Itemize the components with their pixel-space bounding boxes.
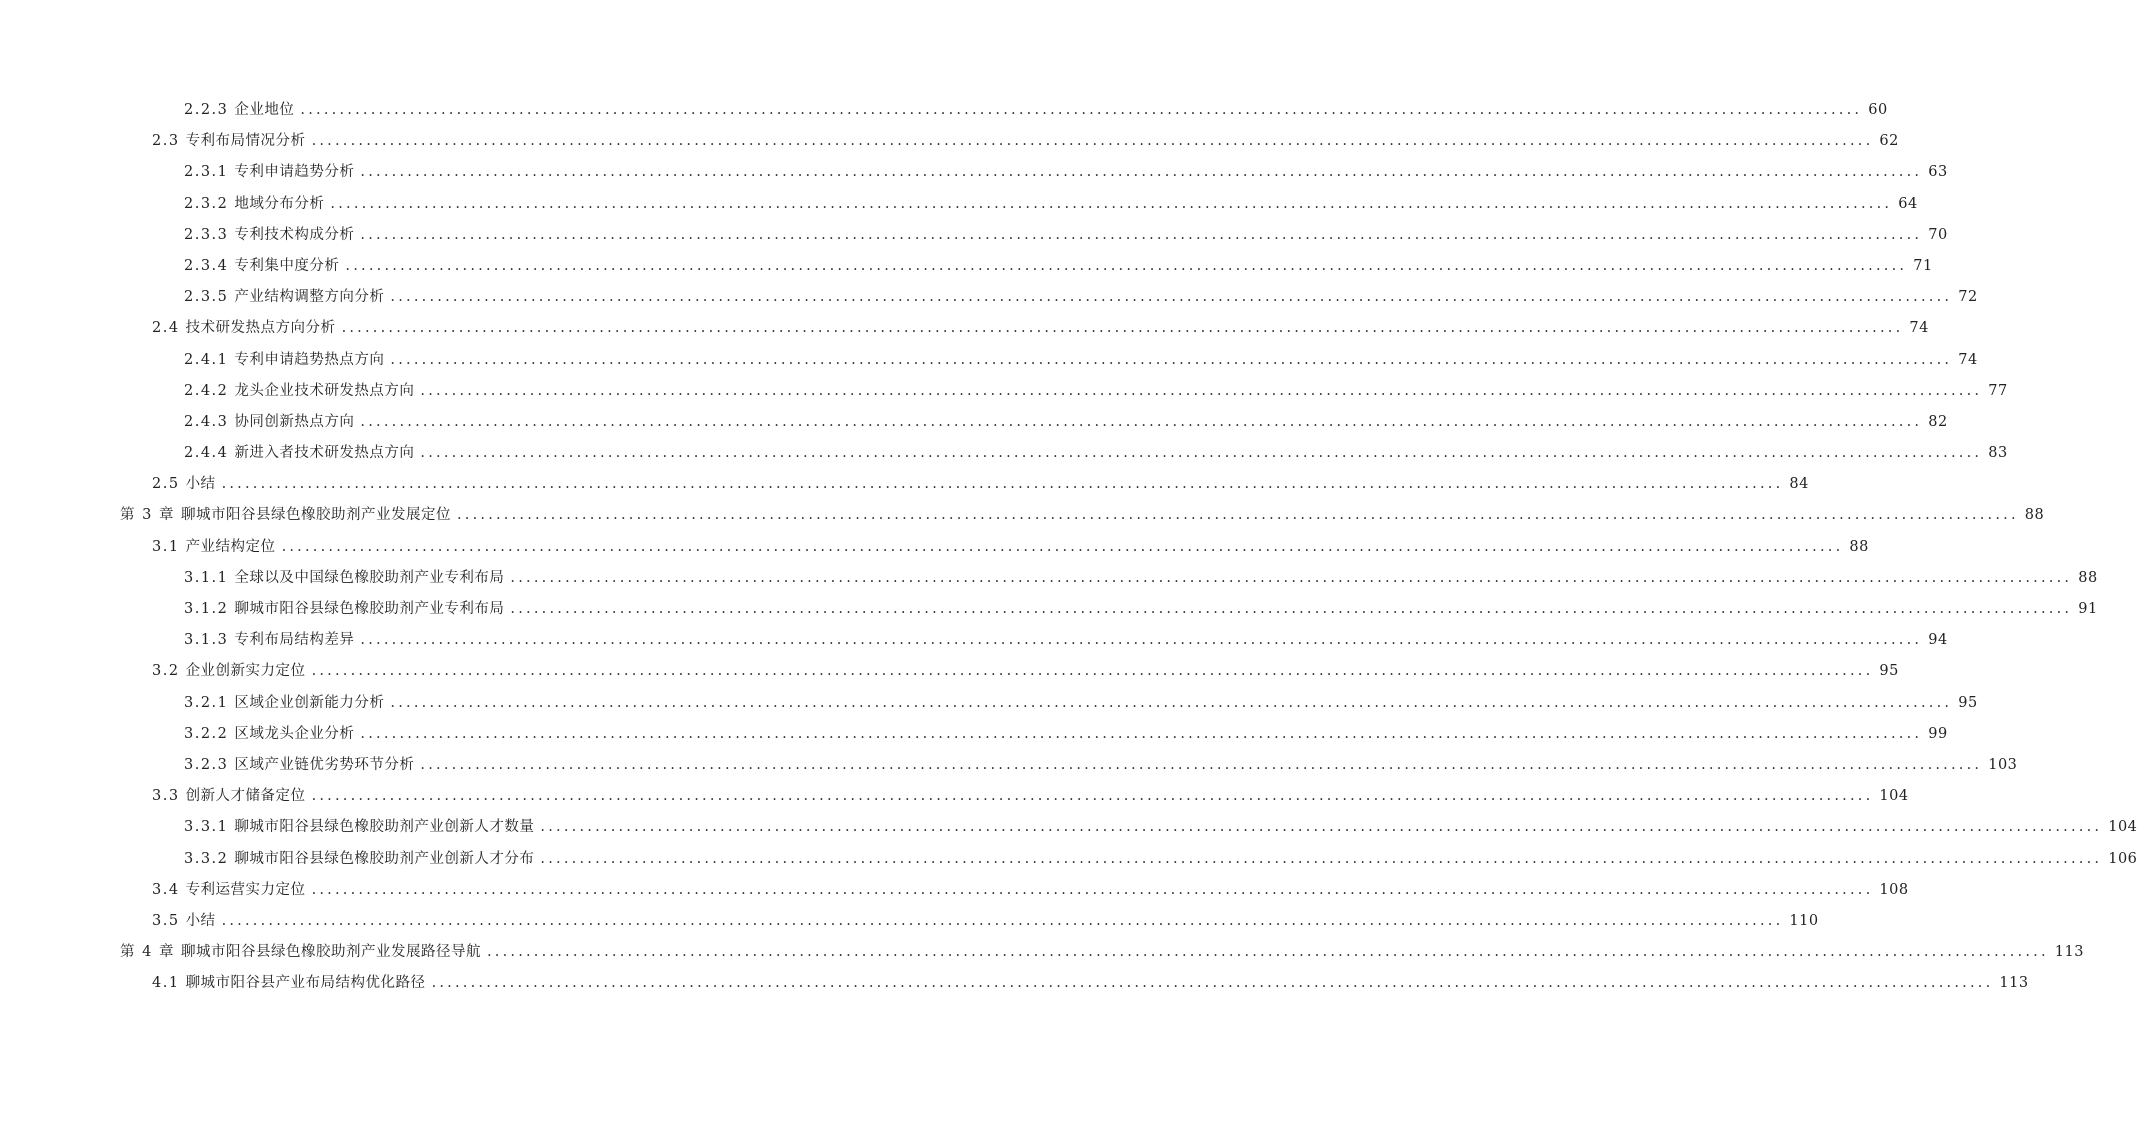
dot-leader: ........................................................................................................................................................................................................ xyxy=(300,102,1863,118)
toc-entry-number: 3.3 xyxy=(152,788,180,805)
toc-entry-number: 3.2.3 xyxy=(184,756,229,773)
toc-entry-title: 聊城市阳谷县绿色橡胶助剂产业发展路径导航 xyxy=(180,944,481,961)
toc-entry[interactable] xyxy=(0,844,2137,875)
toc-entry-title: 产业结构定位 xyxy=(185,538,276,555)
toc-entry-number: 2.3.5 xyxy=(184,289,229,306)
toc-entry-number: 3.2 xyxy=(152,663,180,680)
toc-entry-title: 协同创新热点方向 xyxy=(234,413,355,430)
toc-entry-title: 龙头企业技术研发热点方向 xyxy=(234,382,415,399)
toc-entry-page-number: 94 xyxy=(1928,632,1948,649)
dot-leader: ........................................................................................................................................................................................................ xyxy=(456,507,2019,524)
toc-entry[interactable] xyxy=(0,532,1869,563)
table-of-contents xyxy=(0,95,2137,999)
toc-entry-page-number: 99 xyxy=(1928,725,1948,742)
toc-entry-page-number: 72 xyxy=(1958,289,1978,306)
dot-leader: ........................................................................................................................................................................................................ xyxy=(360,413,1923,430)
toc-entry[interactable] xyxy=(0,376,2008,407)
toc-entry-number: 第 4 章 xyxy=(120,944,175,961)
dot-leader: ........................................................................................................................................................................................................ xyxy=(360,226,1923,243)
toc-entry-page-number: 74 xyxy=(1958,351,1978,368)
dot-leader: ........................................................................................................................................................................................................ xyxy=(330,195,1893,212)
toc-entry-title: 专利布局情况分析 xyxy=(185,133,306,150)
toc-entry-page-number: 64 xyxy=(1898,195,1918,212)
toc-entry-title: 区域龙头企业分析 xyxy=(234,725,355,742)
toc-entry[interactable] xyxy=(0,126,1899,157)
toc-entry-page-number: 104 xyxy=(2108,819,2137,836)
toc-entry[interactable] xyxy=(0,220,1948,251)
toc-entry[interactable] xyxy=(0,251,1933,282)
toc-entry[interactable] xyxy=(0,719,1948,750)
dot-leader: ........................................................................................................................................................................................................ xyxy=(420,445,1983,462)
toc-entry[interactable] xyxy=(0,563,2098,594)
toc-entry-page-number: 71 xyxy=(1913,257,1933,274)
toc-entry-page-number: 103 xyxy=(1988,756,2018,773)
toc-entry-title: 聊城市阳谷县绿色橡胶助剂产业创新人才数量 xyxy=(234,819,535,836)
dot-leader: ........................................................................................................................................................................................................ xyxy=(221,476,1784,493)
toc-entry-title: 小结 xyxy=(185,476,216,493)
dot-leader: ........................................................................................................................................................................................................ xyxy=(311,133,1874,150)
toc-entry-page-number: 88 xyxy=(2024,507,2045,524)
toc-entry-page-number: 91 xyxy=(2078,601,2098,617)
toc-entry[interactable] xyxy=(0,594,2098,625)
toc-entry[interactable] xyxy=(0,95,1888,126)
toc-entry-title: 创新人才储备定位 xyxy=(185,788,306,805)
toc-entry[interactable] xyxy=(0,407,1948,438)
toc-entry-number: 2.4.3 xyxy=(184,413,229,430)
toc-entry[interactable] xyxy=(0,189,1918,220)
toc-entry-number: 2.2.3 xyxy=(184,102,229,118)
dot-leader: ........................................................................................................................................................................................................ xyxy=(281,538,1844,555)
toc-entry-page-number: 60 xyxy=(1868,102,1888,118)
toc-entry[interactable] xyxy=(0,469,1809,500)
toc-entry-title: 小结 xyxy=(185,912,216,929)
toc-entry-number: 3.2.2 xyxy=(184,725,229,742)
toc-entry-page-number: 70 xyxy=(1928,226,1948,243)
toc-entry-number: 2.5 xyxy=(152,476,180,493)
dot-leader: ........................................................................................................................................................................................................ xyxy=(341,320,1904,337)
toc-entry[interactable] xyxy=(0,906,1819,937)
toc-entry[interactable] xyxy=(0,968,2029,999)
toc-entry-page-number: 95 xyxy=(1879,663,1899,680)
toc-entry-page-number: 113 xyxy=(1999,975,2029,992)
toc-entry-title: 专利申请趋势分析 xyxy=(234,164,355,181)
toc-entry-number: 2.4.1 xyxy=(184,351,229,368)
toc-entry-number: 2.4.2 xyxy=(184,382,229,399)
toc-entry[interactable] xyxy=(0,345,1978,376)
toc-entry-title: 技术研发热点方向分析 xyxy=(185,320,336,337)
toc-entry-page-number: 88 xyxy=(1849,538,1869,555)
toc-entry-title: 产业结构调整方向分析 xyxy=(234,289,385,306)
toc-entry-number: 3.5 xyxy=(152,912,180,929)
toc-entry[interactable] xyxy=(0,438,2008,469)
dot-leader: ........................................................................................................................................................................................................ xyxy=(510,569,2073,586)
toc-entry-title: 聊城市阳谷县绿色橡胶助剂产业创新人才分布 xyxy=(234,850,535,867)
toc-entry-title: 新进入者技术研发热点方向 xyxy=(234,445,415,462)
toc-entry-number: 3.3.2 xyxy=(184,850,229,867)
toc-entry-page-number: 83 xyxy=(1988,445,2008,462)
toc-entry-number: 3.1.1 xyxy=(184,569,229,586)
toc-entry-title: 地域分布分析 xyxy=(234,195,325,212)
toc-entry[interactable] xyxy=(0,812,2137,843)
toc-entry-title: 专利申请趋势热点方向 xyxy=(234,351,385,368)
toc-entry-page-number: 84 xyxy=(1789,476,1809,493)
toc-entry-title: 专利技术构成分析 xyxy=(234,226,355,243)
toc-entry-title: 聊城市阳谷县绿色橡胶助剂产业发展定位 xyxy=(180,507,451,524)
toc-entry[interactable] xyxy=(0,313,1929,344)
toc-entry-page-number: 95 xyxy=(1958,694,1978,711)
toc-entry-number: 3.4 xyxy=(152,881,180,898)
dot-leader: ........................................................................................................................................................................................................ xyxy=(390,289,1953,306)
toc-entry-title: 专利集中度分析 xyxy=(234,257,340,274)
toc-entry-title: 企业地位 xyxy=(234,102,295,118)
toc-entry-number: 3.2.1 xyxy=(184,694,229,711)
toc-entry-page-number: 113 xyxy=(2054,944,2084,961)
dot-leader: ........................................................................................................................................................................................................ xyxy=(221,912,1784,929)
toc-entry[interactable] xyxy=(0,656,1899,687)
dot-leader: ........................................................................................................................................................................................................ xyxy=(420,382,1983,399)
toc-entry[interactable] xyxy=(0,781,1909,812)
toc-entry-number: 2.3.4 xyxy=(184,257,229,274)
toc-entry-number: 2.4.4 xyxy=(184,445,229,462)
toc-entry[interactable] xyxy=(0,625,1948,656)
toc-entry-number: 4.1 xyxy=(152,975,180,992)
dot-leader: ........................................................................................................................................................................................................ xyxy=(360,164,1923,181)
dot-leader: ........................................................................................................................................................................................................ xyxy=(510,601,2073,617)
toc-entry-page-number: 74 xyxy=(1909,320,1929,337)
dot-leader: ........................................................................................................................................................................................................ xyxy=(311,663,1874,680)
toc-entry[interactable] xyxy=(0,688,1978,719)
toc-entry[interactable] xyxy=(0,157,1948,188)
toc-entry-number: 2.4 xyxy=(152,320,180,337)
toc-entry-number: 3.1.2 xyxy=(184,601,229,617)
toc-entry-number: 3.1.3 xyxy=(184,632,229,649)
dot-leader: ........................................................................................................................................................................................................ xyxy=(360,632,1923,649)
toc-entry-page-number: 82 xyxy=(1928,413,1948,430)
toc-entry-title: 专利布局结构差异 xyxy=(234,632,355,649)
toc-entry-number: 2.3.3 xyxy=(184,226,229,243)
toc-entry[interactable] xyxy=(0,875,1909,906)
toc-entry-title: 专利运营实力定位 xyxy=(185,881,306,898)
toc-entry[interactable] xyxy=(0,937,2084,968)
toc-entry-title: 聊城市阳谷县产业布局结构优化路径 xyxy=(185,975,426,992)
toc-entry-title: 企业创新实力定位 xyxy=(185,663,306,680)
toc-entry[interactable] xyxy=(0,500,2045,531)
dot-leader: ........................................................................................................................................................................................................ xyxy=(390,351,1953,368)
toc-entry-number: 3.3.1 xyxy=(184,819,229,836)
toc-entry-number: 2.3 xyxy=(152,133,180,150)
dot-leader: ........................................................................................................................................................................................................ xyxy=(345,257,1908,274)
toc-entry-page-number: 63 xyxy=(1928,164,1948,181)
toc-entry-page-number: 108 xyxy=(1879,881,1909,898)
dot-leader: ........................................................................................................................................................................................................ xyxy=(360,725,1923,742)
toc-entry[interactable] xyxy=(0,750,2018,781)
dot-leader: ........................................................................................................................................................................................................ xyxy=(431,975,1994,992)
dot-leader: ........................................................................................................................................................................................................ xyxy=(311,881,1874,898)
toc-entry-number: 2.3.1 xyxy=(184,164,229,181)
toc-entry-page-number: 110 xyxy=(1789,912,1819,929)
toc-entry-title: 区域企业创新能力分析 xyxy=(234,694,385,711)
toc-entry[interactable] xyxy=(0,282,1978,313)
toc-entry-page-number: 104 xyxy=(1879,788,1909,805)
toc-entry-number: 3.1 xyxy=(152,538,180,555)
dot-leader: ........................................................................................................................................................................................................ xyxy=(486,944,2049,961)
toc-entry-number: 第 3 章 xyxy=(120,507,175,524)
toc-entry-page-number: 77 xyxy=(1988,382,2008,399)
dot-leader: ........................................................................................................................................................................................................ xyxy=(420,756,1983,773)
dot-leader: ........................................................................................................................................................................................................ xyxy=(390,694,1953,711)
toc-entry-title: 全球以及中国绿色橡胶助剂产业专利布局 xyxy=(234,569,505,586)
toc-entry-page-number: 106 xyxy=(2108,850,2137,867)
toc-entry-number: 2.3.2 xyxy=(184,195,229,212)
dot-leader: ........................................................................................................................................................................................................ xyxy=(540,819,2103,836)
dot-leader: ........................................................................................................................................................................................................ xyxy=(540,850,2103,867)
toc-entry-page-number: 62 xyxy=(1879,133,1899,150)
dot-leader: ........................................................................................................................................................................................................ xyxy=(311,788,1874,805)
toc-entry-title: 区域产业链优劣势环节分析 xyxy=(234,756,415,773)
toc-entry-page-number: 88 xyxy=(2078,569,2098,586)
toc-entry-title: 聊城市阳谷县绿色橡胶助剂产业专利布局 xyxy=(234,601,505,617)
